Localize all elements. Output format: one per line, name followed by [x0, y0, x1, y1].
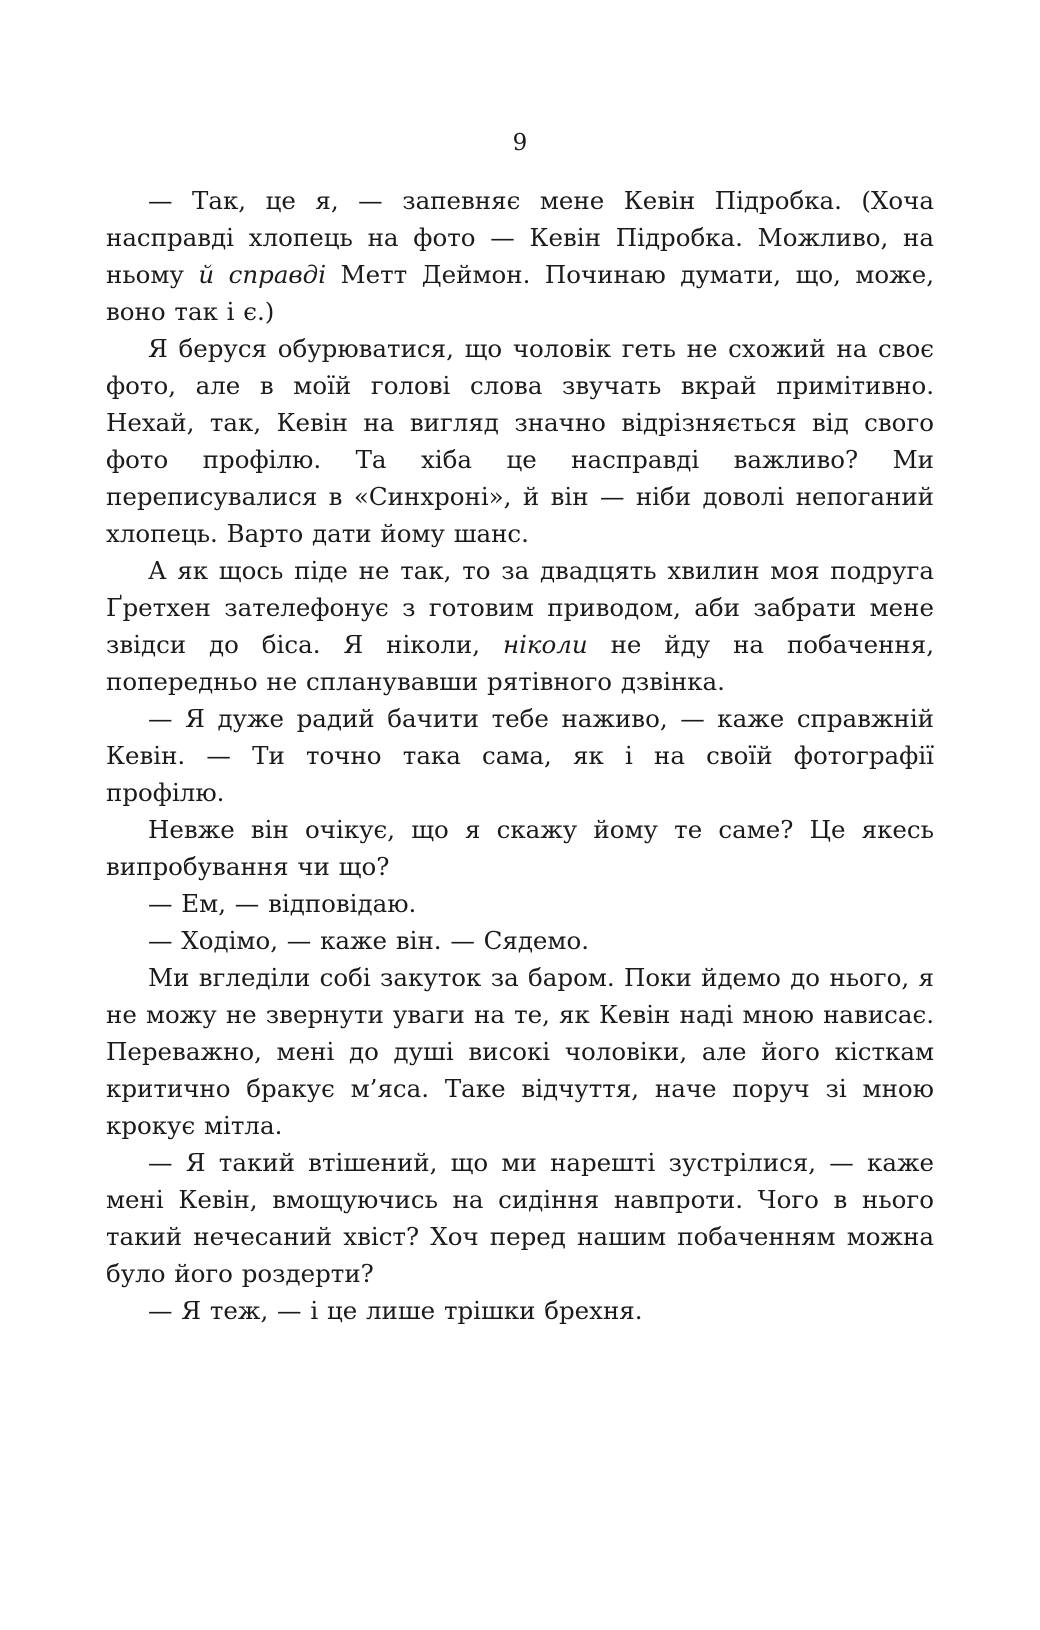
- text-run: — Так, це я, — запевняє мене Кевін Підробка. (Хоча насправді хлопець на фото — Кевін Підробка. Можливо, на ньому: [106, 186, 934, 289]
- text-run: — Я такий втішений, що ми нарешті зустрілися, — каже мені Кевін, вмощуючись на сидіння навпроти. Чого в нього такий нечесаний хвіст? Хоч перед нашим побаченням можна було його роздерти?: [106, 1148, 934, 1288]
- paragraph: [106, 552, 934, 700]
- paragraph: [106, 885, 934, 922]
- page-number: 9: [512, 130, 528, 156]
- text-run: Невже він очікує, що я скажу йому те саме? Це якесь випробування чи що?: [106, 815, 934, 881]
- paragraph: [106, 1144, 934, 1292]
- paragraph: [106, 700, 934, 811]
- italic-run: ніколи: [502, 630, 588, 659]
- paragraph: [106, 182, 934, 330]
- text-run: Ми вгледіли собі закуток за баром. Поки йдемо до нього, я не можу не звернути уваги на те, як Кевін наді мною нависає. Переважно, мені до душі високі чоловіки, але його кісткам критично бракує м’яса. Таке відчуття, наче поруч зі мною крокує мітла.: [106, 963, 934, 1140]
- text-run: не йду на побачення, попередньо не спланувавши рятівного дзвінка.: [106, 630, 934, 696]
- paragraph: [106, 330, 934, 552]
- text-run: — Я дуже радий бачити тебе наживо, — каже справжній Кевін. — Ти точно така сама, як і на своїй фотографії профілю.: [106, 704, 934, 807]
- text-run: А як щось піде не так, то за двадцять хвилин моя подруга Ґретхен зателефонує з готовим приводом, аби забрати мене звідси до біса. Я ніколи,: [106, 556, 934, 659]
- italic-run: й справді: [198, 260, 327, 289]
- paragraph: [106, 1292, 934, 1329]
- text-run: — Ходімо, — каже він. — Сядемо.: [148, 926, 590, 955]
- paragraph: [106, 922, 934, 959]
- text-run: Я беруся обурюватися, що чоловік геть не схожий на своє фото, але в моїй голові слова звучать вкрай примітивно. Нехай, так, Кевін на вигляд значно відрізняється від свого фото профілю. Та хіба це насправді важливо? Ми переписувалися в «Синхроні», й він — ніби доволі непоганий хлопець. Варто дати йому шанс.: [106, 334, 934, 548]
- paragraph: [106, 811, 934, 885]
- text-run: Метт Деймон. Починаю думати, що, може, воно так і є.): [106, 260, 934, 326]
- page-text: [106, 182, 934, 1329]
- paragraph: [106, 959, 934, 1144]
- text-run: — Я теж, — і це лише трішки брехня.: [148, 1296, 643, 1325]
- text-run: — Ем, — відповідаю.: [148, 889, 417, 918]
